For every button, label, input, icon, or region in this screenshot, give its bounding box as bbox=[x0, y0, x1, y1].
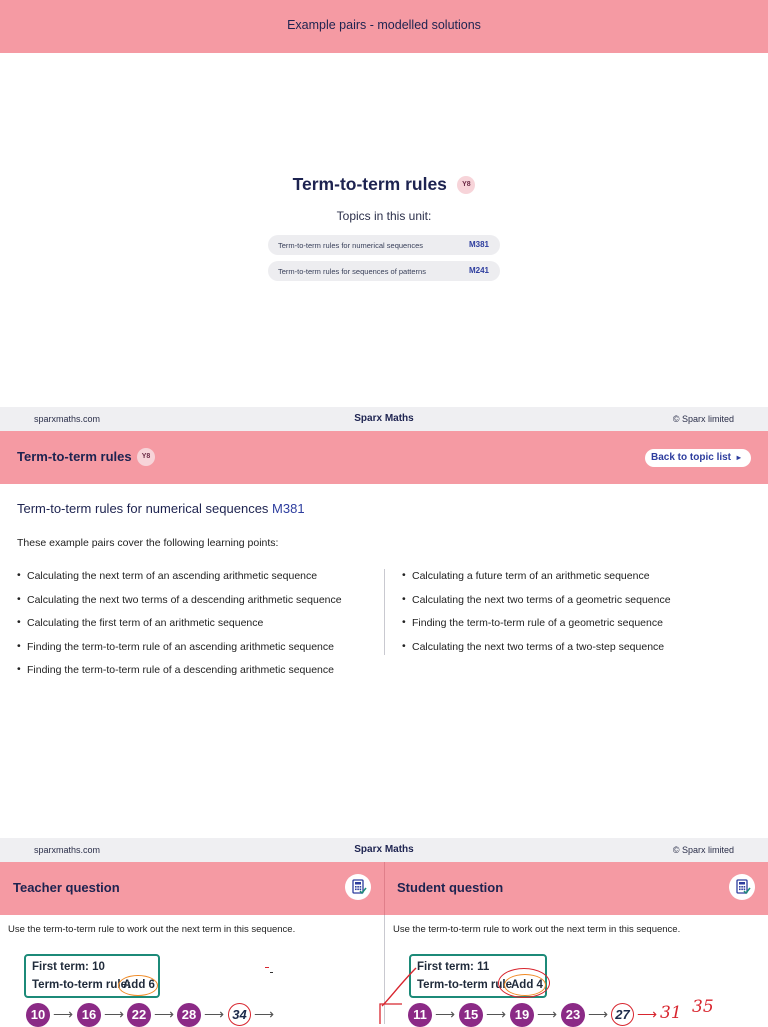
sequence-term: 22 bbox=[127, 1003, 151, 1027]
cover-title-row bbox=[0, 174, 768, 195]
arrow-right-icon: ⟶ bbox=[537, 1006, 558, 1022]
first-term: First term: 11 bbox=[417, 961, 490, 973]
arrow-right-icon: ⟶ bbox=[588, 1006, 609, 1022]
answer-term: 34 bbox=[228, 1003, 251, 1026]
handwritten-term: 35 bbox=[692, 997, 714, 1017]
arrow-right-icon: ⟶ bbox=[637, 1006, 658, 1022]
pen-circle bbox=[498, 968, 550, 998]
question-header bbox=[0, 862, 768, 915]
list-item: • Finding the term-to-term rule of a descending arithmetic sequence bbox=[17, 664, 377, 688]
list-item: • Calculating the next two terms of a geometric sequence bbox=[402, 594, 752, 618]
footer-copyright: © Sparx limited bbox=[672, 845, 734, 855]
arrow-right-icon: ⟶ bbox=[104, 1006, 125, 1022]
list-item: • Calculating the first term of an arithmetic sequence bbox=[17, 617, 377, 641]
list-item: • Calculating a future term of an arithmetic sequence bbox=[402, 570, 752, 594]
topic-code: M241 bbox=[468, 266, 489, 275]
intro-text: These example pairs cover the following learning points: bbox=[17, 537, 279, 549]
year-badge: Y8 bbox=[457, 176, 475, 194]
answer-term: 27 bbox=[611, 1003, 634, 1026]
list-item: • Calculating the next two terms of a descending arithmetic sequence bbox=[17, 594, 377, 618]
topic-pill-m381[interactable] bbox=[268, 235, 500, 255]
cover-title: Term-to-term rules bbox=[292, 174, 447, 194]
section-heading bbox=[17, 501, 305, 516]
chevron-right-icon: ▸ bbox=[736, 453, 741, 462]
sequence-term: 23 bbox=[561, 1003, 585, 1027]
arrow-right-icon: ⟶ bbox=[435, 1006, 456, 1022]
dash-mark bbox=[270, 972, 273, 973]
top-banner bbox=[0, 0, 768, 53]
sequence-term: 10 bbox=[26, 1003, 50, 1027]
calculator-icon bbox=[345, 874, 371, 900]
arrow-right-icon: ⟶ bbox=[254, 1006, 275, 1022]
calculator-icon bbox=[729, 874, 755, 900]
footer-site: sparxmaths.com bbox=[34, 414, 101, 424]
list-item: • Calculating the next term of an ascending arithmetic sequence bbox=[17, 570, 377, 594]
topic-label: Term-to-term rules for numerical sequences bbox=[278, 241, 424, 250]
learning-points-left bbox=[17, 570, 377, 688]
banner-title: Example pairs - modelled solutions bbox=[287, 18, 481, 32]
teacher-question-text: Use the term-to-term rule to work out the next term in this sequence. bbox=[8, 924, 296, 935]
list-item: • Finding the term-to-term rule of an ascending arithmetic sequence bbox=[17, 641, 377, 665]
rule-value: Add 6 bbox=[123, 979, 155, 991]
teacher-question-title: Teacher question bbox=[13, 880, 120, 895]
sequence-term: 19 bbox=[510, 1003, 534, 1027]
dash-mark bbox=[265, 967, 269, 968]
arrow-right-icon: ⟶ bbox=[486, 1006, 507, 1022]
rule-label: Term-to-term rule bbox=[417, 979, 512, 991]
section-heading-text: Term-to-term rules for numerical sequences bbox=[17, 501, 269, 516]
list-item: • Finding the term-to-term rule of a geometric sequence bbox=[402, 617, 752, 641]
back-button-label: Back to topic list bbox=[651, 452, 732, 463]
section-heading-code[interactable]: M381 bbox=[272, 501, 305, 516]
rule-label: Term-to-term rule: bbox=[32, 979, 131, 991]
list-item: • Calculating the next two terms of a two-step sequence bbox=[402, 641, 752, 665]
footer-site: sparxmaths.com bbox=[34, 845, 101, 855]
student-question-text: Use the term-to-term rule to work out the next term in this sequence. bbox=[393, 924, 681, 935]
sequence-term: 28 bbox=[177, 1003, 201, 1027]
page-footer bbox=[0, 838, 768, 862]
topics-heading: Topics in this unit: bbox=[336, 209, 432, 223]
learning-points-right bbox=[402, 570, 752, 664]
topic-label: Term-to-term rules for sequences of patterns bbox=[278, 267, 426, 276]
column-divider bbox=[384, 569, 385, 655]
page-footer bbox=[0, 407, 768, 431]
arrow-right-icon: ⟶ bbox=[53, 1006, 74, 1022]
header-divider bbox=[384, 862, 385, 915]
rule-value: Add 4 bbox=[511, 979, 543, 991]
first-term: First term: 10 bbox=[32, 961, 105, 973]
topic-pill-m241[interactable] bbox=[268, 261, 500, 281]
handwritten-term: 31 bbox=[660, 1003, 682, 1023]
sequence-term: 15 bbox=[459, 1003, 483, 1027]
footer-brand: Sparx Maths bbox=[354, 413, 414, 424]
arrow-right-icon: ⟶ bbox=[204, 1006, 225, 1022]
unit-header bbox=[0, 431, 768, 484]
footer-brand: Sparx Maths bbox=[354, 844, 414, 855]
rule-highlight bbox=[118, 975, 158, 996]
arrow-right-icon: ⟶ bbox=[154, 1006, 175, 1022]
back-to-topic-list-button[interactable] bbox=[645, 449, 751, 467]
year-badge: Y8 bbox=[137, 448, 155, 466]
sequence-term: 11 bbox=[408, 1003, 432, 1027]
student-question-title: Student question bbox=[397, 880, 504, 895]
sequence-term: 16 bbox=[77, 1003, 101, 1027]
topic-code: M381 bbox=[468, 240, 489, 249]
unit-title: Term-to-term rules bbox=[17, 449, 132, 464]
footer-copyright: © Sparx limited bbox=[672, 414, 734, 424]
